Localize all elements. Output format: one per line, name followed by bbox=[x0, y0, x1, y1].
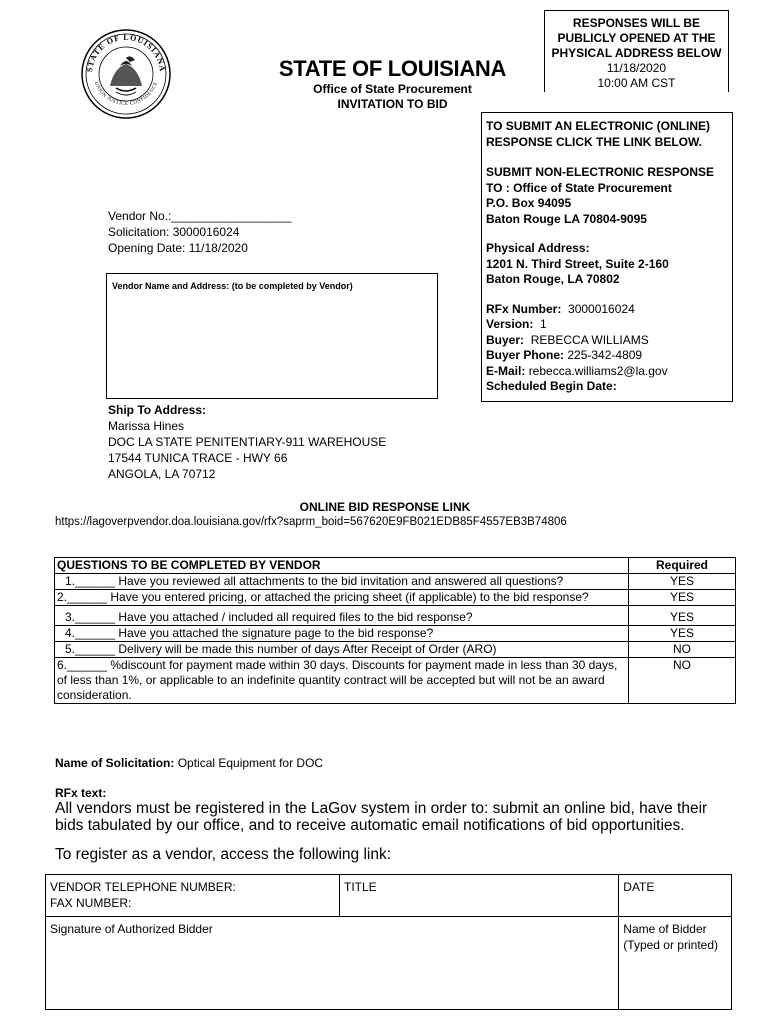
responses-line-3: PHYSICAL ADDRESS BELOW bbox=[551, 46, 722, 60]
mail-city: Baton Rouge LA 70804-9095 bbox=[486, 211, 647, 226]
question-text[interactable]: 5.______ Delivery will be made this number of days After Receipt of Order (ARO) bbox=[55, 642, 629, 658]
physical-street: 1201 N. Third Street, Suite 2-160 bbox=[486, 256, 669, 271]
scheduled-begin-date: Scheduled Begin Date: bbox=[486, 379, 617, 393]
signature-label: Signature of Authorized Bidder bbox=[50, 922, 213, 936]
title-field[interactable] bbox=[340, 875, 619, 917]
date-label: DATE bbox=[623, 880, 655, 894]
required-value: YES bbox=[629, 626, 736, 642]
ship-to-line-3: ANGOLA, LA 70712 bbox=[108, 467, 216, 481]
svg-text:STATE OF LOUISIANA: STATE OF LOUISIANA bbox=[84, 32, 168, 73]
vendor-phone-label: VENDOR TELEPHONE NUMBER: bbox=[50, 880, 236, 894]
buyer-row: Buyer: REBECCA WILLIAMS bbox=[486, 332, 649, 347]
responses-time: 10:00 AM CST bbox=[597, 76, 676, 90]
date-field[interactable] bbox=[619, 875, 732, 917]
question-text[interactable]: 4.______ Have you attached the signature page to the bid response? bbox=[55, 626, 629, 642]
signature-table bbox=[45, 874, 732, 1010]
required-value: YES bbox=[629, 574, 736, 590]
fax-label: FAX NUMBER: bbox=[50, 896, 132, 910]
table-row bbox=[55, 642, 736, 658]
required-value: YES bbox=[629, 590, 736, 606]
vendor-box-label: Vendor Name and Address: (to be completed by Vendor) bbox=[112, 281, 353, 291]
responses-line-2: PUBLICLY OPENED AT THE bbox=[557, 31, 716, 45]
svg-text:UNION JUSTICE CONFIDENCE: UNION JUSTICE CONFIDENCE bbox=[92, 81, 160, 107]
responses-date: 11/18/2020 bbox=[606, 61, 667, 75]
bidder-typed-label: (Typed or printed) bbox=[623, 938, 718, 952]
ship-to-line-2: 17544 TUNICA TRACE - HWY 66 bbox=[108, 451, 288, 465]
office-heading bbox=[255, 82, 530, 112]
solicitation-number: Solicitation: 3000016024 bbox=[108, 225, 240, 239]
rfx-text-body: All vendors must be registered in the LaGov system in order to: submit an online bid, have their bids tabulated by our office, and to receive automatic email notifications of bid opportunities. bbox=[55, 800, 708, 834]
responses-notice-box bbox=[544, 10, 729, 92]
electronic-line-1: TO SUBMIT AN ELECTRONIC (ONLINE) bbox=[486, 119, 710, 133]
email-row: E-Mail: rebecca.williams2@la.gov bbox=[486, 363, 668, 378]
responses-line-1: RESPONSES WILL BE bbox=[572, 16, 701, 30]
table-row bbox=[55, 574, 736, 590]
electronic-line-2: RESPONSE CLICK THE LINK BELOW. bbox=[486, 134, 703, 149]
question-text[interactable]: 1.______ Have you reviewed all attachments to the bid invitation and answered all questions? bbox=[55, 574, 629, 590]
physical-city: Baton Rouge, LA 70802 bbox=[486, 272, 620, 286]
table-row bbox=[55, 590, 736, 606]
rfx-text-label: RFx text: bbox=[55, 786, 107, 800]
question-text[interactable]: 2.______ Have you entered pricing, or attached the pricing sheet (if applicable) to the bid response? bbox=[55, 590, 629, 606]
non-electronic-line-2: TO : Office of State Procurement bbox=[486, 180, 672, 195]
state-seal-logo bbox=[80, 28, 172, 120]
invitation-label: INVITATION TO BID bbox=[337, 97, 448, 111]
ship-to-label: Ship To Address: bbox=[108, 403, 207, 417]
document-title: STATE OF LOUISIANA bbox=[278, 56, 507, 81]
required-header: Required bbox=[629, 558, 736, 574]
ship-to-line-1: DOC LA STATE PENITENTIARY-911 WAREHOUSE bbox=[108, 435, 387, 449]
office-name: Office of State Procurement bbox=[313, 82, 472, 96]
vendor-questions-table bbox=[54, 557, 736, 704]
rfx-number-row: RFx Number: 3000016024 bbox=[486, 301, 635, 316]
table-row bbox=[55, 658, 736, 704]
required-value: YES bbox=[629, 606, 736, 626]
required-value: NO bbox=[629, 642, 736, 658]
physical-address-label: Physical Address: bbox=[486, 241, 590, 255]
vendor-phone-fax-field[interactable] bbox=[46, 875, 340, 917]
table-header-row bbox=[55, 558, 736, 574]
non-electronic-line-1: SUBMIT NON-ELECTRONIC RESPONSE bbox=[486, 165, 715, 179]
solicitation-name-label: Name of Solicitation: bbox=[55, 756, 175, 770]
solicitation-name bbox=[55, 756, 323, 770]
po-box: P.O. Box 94095 bbox=[486, 196, 572, 210]
bidder-name-label: Name of Bidder bbox=[623, 922, 707, 936]
table-row bbox=[55, 626, 736, 642]
register-instruction: To register as a vendor, access the following link: bbox=[55, 846, 392, 863]
vendor-name-address-field[interactable] bbox=[106, 273, 438, 399]
buyer-phone-row: Buyer Phone: 225-342-4809 bbox=[486, 348, 643, 362]
submission-info-box bbox=[481, 112, 733, 402]
solicitation-name-value: Optical Equipment for DOC bbox=[177, 756, 324, 770]
online-bid-title: ONLINE BID RESPONSE LINK bbox=[299, 500, 471, 514]
opening-date: Opening Date: 11/18/2020 bbox=[108, 241, 248, 255]
vendor-number: Vendor No.:__________________ bbox=[108, 209, 292, 223]
question-text[interactable]: 6.______ %discount for payment made within 30 days. Discounts for payment made in less than 30 days, of less than 1%, or applicable to an indefinite quantity contract will be accepted but will not be an award consideration. bbox=[55, 658, 629, 704]
table-row bbox=[55, 606, 736, 626]
required-value: NO bbox=[629, 658, 736, 704]
ship-to-name: Marissa Hines bbox=[108, 419, 185, 433]
signature-field[interactable] bbox=[46, 917, 619, 1010]
ship-to-address bbox=[108, 402, 386, 482]
version-row: Version: 1 bbox=[486, 317, 547, 331]
question-text[interactable]: 3.______ Have you attached / included all required files to the bid response? bbox=[55, 606, 629, 626]
online-bid-link[interactable]: https://lagoverpvendor.doa.louisiana.gov/rfx?saprm_boid=567620E9FB021EDB85F4557EB3B74806 bbox=[55, 516, 567, 528]
bidder-name-field[interactable] bbox=[619, 917, 732, 1010]
title-label: TITLE bbox=[344, 880, 377, 894]
vendor-info bbox=[108, 208, 292, 256]
questions-header: QUESTIONS TO BE COMPLETED BY VENDOR bbox=[55, 558, 629, 574]
